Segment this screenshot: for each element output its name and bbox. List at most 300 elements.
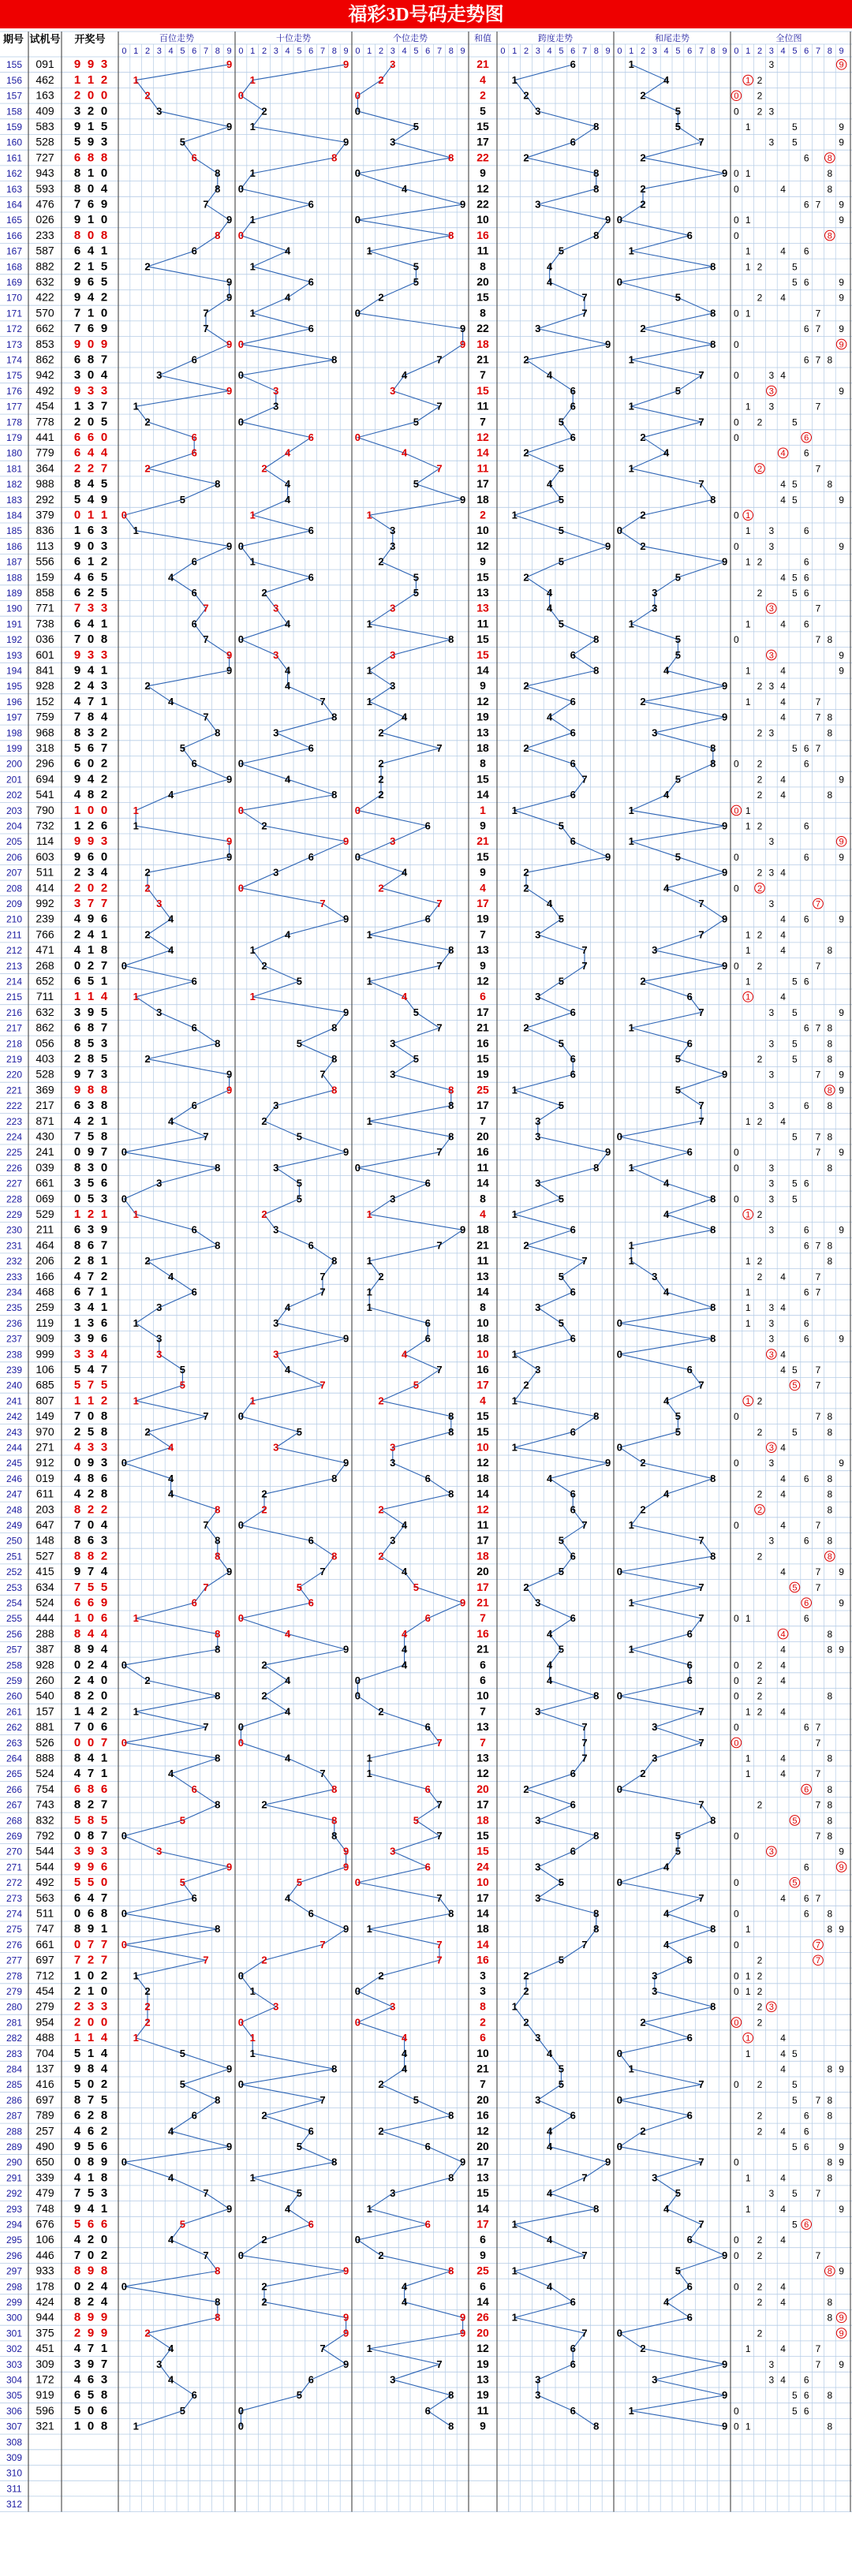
trend-mark-tail: 5	[674, 1410, 682, 1423]
issue-label: 212	[6, 945, 23, 957]
trend-mark-t: 2	[261, 819, 267, 832]
draw-digit: 1	[73, 524, 81, 538]
header-draw: 开奖号	[74, 33, 106, 45]
trend-mark-t: 4	[284, 664, 291, 677]
draw-digit: 7	[87, 1565, 95, 1579]
all-pos-digit: 5	[792, 121, 798, 133]
trend-mark-u: 5	[413, 1379, 420, 1391]
trend-mark-u: 1	[366, 975, 372, 987]
all-pos-digit: 0	[734, 2281, 739, 2293]
trend-mark-t: 3	[273, 866, 279, 879]
trend-mark-t: 1	[249, 260, 256, 273]
sum-value: 18	[476, 1471, 489, 1484]
issue-label: 306	[6, 2405, 23, 2417]
sum-value: 17	[476, 1798, 489, 1811]
sum-value: 14	[476, 2201, 489, 2215]
test-number: 738	[36, 617, 54, 630]
all-pos-digit: 6	[803, 2126, 809, 2137]
trend-mark-h: 2	[144, 1425, 151, 1438]
sum-value: 18	[476, 741, 489, 754]
draw-digit: 1	[87, 508, 95, 522]
trend-mark-u: 4	[401, 2295, 408, 2308]
trend-mark-span: 9	[604, 1457, 611, 1469]
draw-digit: 3	[87, 383, 95, 398]
issue-label: 245	[6, 1458, 23, 1469]
trend-mark-span: 7	[581, 959, 588, 972]
draw-digit: 8	[73, 1533, 81, 1547]
draw-digit: 2	[100, 1503, 108, 1517]
trend-mark-tail: 8	[710, 1550, 716, 1562]
issue-label: 283	[6, 2048, 23, 2059]
test-number: 943	[36, 166, 54, 180]
all-pos-digit: 2	[757, 2017, 763, 2029]
all-pos-digit: 9	[839, 851, 844, 863]
all-pos-digit: 1	[745, 1985, 751, 1997]
issue-label: 273	[6, 1892, 23, 1904]
sum-value: 21	[476, 1596, 489, 1609]
trend-mark-h: 0	[121, 2156, 128, 2168]
issue-label: 185	[6, 525, 23, 537]
test-number: 570	[36, 306, 54, 319]
trend-mark-tail: 1	[628, 804, 634, 816]
all-pos-digit: 1	[745, 1256, 751, 1267]
trend-mark-h: 8	[215, 229, 221, 241]
draw-digit: 5	[73, 2046, 81, 2060]
test-number: 069	[36, 1192, 54, 1205]
issue-label: 230	[6, 1224, 23, 1236]
trend-mark-tail: 0	[616, 1316, 623, 1329]
all-pos-digit: 4	[780, 1302, 786, 1314]
trend-mark-h: 2	[144, 2000, 151, 2013]
issue-label: 234	[6, 1286, 23, 1298]
issue-label: 235	[6, 1302, 23, 1314]
draw-digit: 5	[100, 259, 108, 274]
trend-mark-span: 1	[511, 1084, 518, 1096]
sum-value: 15	[476, 633, 489, 646]
all-pos-digit: 8	[827, 1783, 833, 1795]
all-pos-digit: 2	[757, 1674, 763, 1686]
trend-mark-u: 4	[401, 182, 408, 195]
trend-mark-h: 2	[144, 1255, 151, 1267]
issue-label: 299	[6, 2296, 23, 2308]
sum-value: 21	[476, 834, 489, 848]
issue-label: 169	[6, 276, 23, 288]
trend-mark-tail: 8	[710, 1332, 716, 1345]
trend-mark-h: 7	[203, 2187, 209, 2200]
draw-digit: 1	[100, 2342, 108, 2356]
sum-value: 15	[476, 648, 489, 661]
trend-mark-h: 6	[191, 353, 197, 366]
trend-mark-h: 6	[191, 1021, 197, 1034]
all-pos-digit: 3	[768, 136, 775, 148]
all-pos-digit: 0	[734, 758, 739, 770]
issue-label: 279	[6, 1985, 23, 1997]
sum-value: 17	[476, 1378, 489, 1391]
trend-mark-t: 4	[284, 1627, 291, 1640]
draw-digit: 9	[73, 663, 81, 678]
test-number: 152	[36, 694, 54, 707]
trend-mark-tail: 5	[674, 105, 682, 118]
all-pos-digit: 3	[768, 1193, 775, 1205]
trend-mark-tail: 9	[721, 2420, 728, 2432]
trend-mark-tail: 3	[652, 1270, 658, 1282]
draw-digit: 9	[73, 539, 81, 553]
draw-digit: 1	[87, 1984, 95, 1998]
test-number: 988	[36, 477, 54, 491]
trend-mark-u: 1	[366, 928, 372, 941]
draw-digit: 3	[87, 1347, 95, 1361]
digit-header: 6	[192, 47, 197, 56]
draw-digit: 2	[73, 461, 81, 476]
all-pos-repeat: 7	[815, 1956, 821, 1966]
all-pos-digit: 5	[792, 1364, 798, 1376]
trend-mark-t: 1	[249, 120, 256, 133]
trend-mark-tail: 1	[628, 2404, 634, 2417]
trend-mark-tail: 1	[628, 1255, 634, 1267]
draw-digit: 8	[100, 2264, 108, 2278]
test-number: 026	[36, 213, 54, 226]
trend-mark-tail: 7	[698, 1798, 704, 1811]
draw-digit: 5	[87, 2388, 95, 2402]
draw-digit: 7	[73, 2186, 81, 2201]
draw-digit: 9	[87, 1844, 95, 1858]
draw-digit: 7	[100, 958, 108, 973]
test-number: 632	[36, 274, 54, 288]
draw-digit: 9	[100, 2326, 108, 2340]
all-pos-digit: 4	[780, 1442, 786, 1454]
trend-mark-t: 1	[249, 2032, 256, 2044]
draw-digit: 0	[100, 803, 108, 817]
test-number: 446	[36, 2248, 54, 2261]
test-number: 919	[36, 2388, 54, 2402]
trend-mark-span: 7	[581, 291, 588, 304]
all-pos-digit: 7	[815, 1519, 821, 1531]
sum-value: 18	[476, 492, 489, 506]
trend-mark-span: 8	[593, 1689, 600, 1702]
trend-mark-u: 5	[413, 1006, 420, 1018]
all-pos-digit: 6	[803, 618, 809, 630]
trend-mark-u: 3	[390, 1534, 396, 1547]
trend-mark-u: 8	[448, 2109, 454, 2122]
all-pos-digit: 4	[780, 292, 786, 304]
draw-digit: 9	[73, 1565, 81, 1579]
trend-mark-h: 4	[167, 913, 174, 925]
test-number: 379	[36, 508, 54, 521]
sum-value: 6	[480, 1658, 486, 1671]
draw-digit: 5	[100, 1580, 108, 1594]
draw-digit: 7	[73, 306, 81, 320]
draw-digit: 9	[87, 834, 95, 849]
issue-label: 292	[6, 2188, 23, 2200]
issue-label: 294	[6, 2219, 23, 2231]
trend-mark-t: 4	[284, 1891, 291, 1904]
trend-mark-span: 5	[558, 1037, 565, 1050]
draw-digit: 6	[87, 849, 95, 864]
all-pos-digit: 2	[757, 929, 763, 941]
draw-digit: 8	[100, 943, 108, 958]
all-pos-digit: 6	[803, 2110, 809, 2122]
draw-digit: 4	[100, 710, 108, 724]
draw-digit: 6	[87, 2217, 95, 2231]
trend-mark-h: 1	[133, 1612, 139, 1625]
trend-mark-t: 0	[237, 633, 245, 646]
trend-mark-tail: 3	[652, 944, 658, 957]
trend-mark-span: 6	[570, 1488, 576, 1500]
test-number: 836	[36, 524, 54, 537]
draw-digit: 1	[100, 1922, 108, 1936]
all-pos-digit: 4	[780, 494, 786, 506]
all-pos-digit: 2	[757, 867, 763, 879]
sum-value: 6	[480, 990, 486, 1003]
all-pos-digit: 1	[745, 696, 751, 707]
all-pos-digit: 2	[757, 758, 763, 770]
trend-mark-u: 1	[366, 664, 372, 677]
trend-mark-t: 9	[342, 58, 349, 71]
trend-mark-span: 2	[523, 446, 529, 459]
trend-mark-t: 2	[261, 2295, 267, 2308]
digit-header: 0	[355, 47, 361, 56]
trend-mark-u: 1	[366, 1768, 372, 1780]
trend-mark-u: 4	[401, 1643, 408, 1656]
test-number: 444	[36, 1611, 54, 1625]
draw-digit: 0	[73, 508, 81, 522]
all-pos-digit: 6	[803, 976, 809, 987]
trend-mark-h: 5	[179, 2218, 186, 2231]
trend-mark-u: 8	[448, 1410, 454, 1423]
sum-value: 15	[476, 1844, 489, 1857]
draw-digit: 9	[73, 849, 81, 864]
trend-mark-span: 5	[558, 618, 565, 630]
trend-mark-tail: 6	[686, 2280, 693, 2293]
all-pos-digit: 2	[757, 261, 763, 273]
issue-label: 267	[6, 1799, 23, 1811]
all-pos-digit: 2	[757, 1271, 763, 1282]
draw-digit: 2	[73, 259, 81, 274]
draw-digit: 9	[87, 2326, 95, 2340]
trend-mark-span: 2	[523, 882, 529, 894]
sum-value: 17	[476, 1099, 489, 1112]
sum-value: 8	[480, 306, 486, 319]
trend-mark-span: 3	[535, 1301, 541, 1314]
all-pos-digit: 2	[757, 790, 763, 801]
draw-digit: 7	[87, 694, 95, 708]
trend-mark-t: 0	[237, 338, 245, 350]
trend-mark-t: 2	[261, 1798, 267, 1811]
issue-label: 311	[6, 2483, 22, 2495]
all-pos-digit: 8	[827, 1644, 833, 1656]
test-number: 541	[36, 788, 54, 801]
trend-mark-t: 6	[308, 1534, 314, 1547]
trend-mark-tail: 4	[663, 2295, 670, 2308]
trend-mark-u: 1	[366, 1301, 372, 1314]
trend-mark-t: 6	[308, 1596, 314, 1609]
trend-mark-h: 2	[144, 1674, 151, 1686]
draw-digit: 6	[87, 1533, 95, 1547]
draw-digit: 4	[87, 2201, 95, 2216]
test-number: 233	[36, 228, 54, 241]
draw-digit: 0	[87, 181, 95, 196]
all-pos-digit: 9	[839, 1333, 844, 1345]
all-pos-digit: 4	[780, 2063, 786, 2075]
trend-mark-span: 5	[558, 1954, 565, 1966]
all-pos-digit: 2	[757, 416, 763, 428]
trend-mark-h: 8	[215, 2295, 221, 2308]
all-pos-digit: 2	[757, 106, 763, 118]
trend-mark-t: 7	[320, 1286, 326, 1298]
trend-mark-tail: 8	[710, 2000, 716, 2013]
trend-mark-span: 2	[523, 1239, 529, 1252]
test-number: 424	[36, 2294, 54, 2308]
trend-mark-u: 6	[424, 2218, 431, 2231]
trend-mark-t: 0	[237, 1518, 245, 1531]
trend-mark-tail: 9	[721, 1068, 728, 1081]
trend-mark-h: 3	[156, 1006, 163, 1018]
sum-value: 20	[476, 274, 489, 288]
issue-label: 280	[6, 2001, 23, 2013]
test-number: 422	[36, 290, 54, 304]
trend-mark-tail: 3	[652, 2171, 658, 2184]
trend-mark-tail: 7	[698, 1006, 704, 1018]
draw-digit: 7	[73, 1580, 81, 1594]
issue-label: 162	[6, 168, 23, 180]
draw-digit: 6	[100, 1782, 108, 1796]
all-pos-repeat: 3	[768, 1350, 774, 1360]
test-number: 634	[36, 1580, 54, 1593]
trend-mark-h: 9	[226, 2063, 233, 2075]
sum-value: 16	[476, 1626, 489, 1640]
all-pos-digit: 8	[827, 2094, 833, 2106]
trend-mark-u: 7	[436, 1021, 443, 1034]
issue-label: 232	[6, 1256, 23, 1267]
issue-label: 183	[6, 494, 23, 506]
trend-mark-t: 3	[273, 2000, 279, 2013]
issue-label: 199	[6, 742, 23, 754]
draw-digit: 4	[100, 1642, 108, 1656]
sum-value: 11	[476, 1518, 489, 1531]
trend-mark-t: 0	[237, 882, 245, 894]
trend-mark-u: 0	[354, 307, 361, 319]
trend-mark-tail: 2	[640, 695, 646, 707]
sum-value: 18	[476, 1813, 489, 1827]
test-number: 853	[36, 337, 54, 350]
test-number: 375	[36, 2326, 54, 2339]
draw-digit: 6	[100, 2217, 108, 2231]
sum-value: 16	[476, 2108, 489, 2122]
trend-mark-t: 5	[296, 2187, 303, 2200]
sum-value: 17	[476, 2155, 489, 2168]
draw-digit: 4	[100, 2031, 108, 2045]
trend-mark-h: 1	[133, 1394, 139, 1407]
trend-mark-u: 6	[424, 1177, 431, 1189]
issue-label: 182	[6, 479, 23, 491]
all-pos-digit: 1	[745, 401, 751, 413]
draw-digit: 5	[87, 1036, 95, 1051]
trend-mark-tail: 9	[721, 680, 728, 693]
all-pos-digit: 1	[745, 1286, 751, 1298]
all-pos-digit: 9	[839, 1458, 844, 1469]
draw-digit: 4	[87, 1626, 95, 1641]
trend-mark-u: 8	[448, 2420, 454, 2432]
draw-digit: 5	[73, 1876, 81, 1890]
issue-label: 248	[6, 1504, 23, 1516]
all-pos-digit: 1	[745, 308, 751, 319]
trend-mark-span: 8	[593, 2202, 600, 2215]
sum-value: 12	[476, 974, 489, 987]
draw-digit: 4	[87, 446, 95, 460]
digit-header: 7	[203, 47, 209, 56]
all-pos-digit: 8	[827, 2421, 833, 2432]
trend-mark-tail: 4	[663, 1938, 670, 1951]
trend-mark-u: 0	[354, 1161, 361, 1174]
all-pos-digit: 8	[827, 2063, 833, 2075]
trend-mark-h: 6	[191, 586, 197, 599]
trend-mark-tail: 8	[710, 260, 716, 273]
draw-digit: 7	[100, 1021, 108, 1035]
draw-digit: 6	[73, 2388, 81, 2402]
trend-mark-tail: 0	[616, 1441, 623, 1454]
all-pos-digit: 4	[780, 1271, 786, 1282]
trend-mark-span: 5	[558, 2078, 565, 2091]
issue-label: 258	[6, 1659, 23, 1671]
draw-digit: 1	[100, 617, 108, 631]
trend-mark-u: 2	[378, 555, 384, 568]
draw-digit: 8	[73, 1160, 81, 1174]
draw-digit: 6	[73, 1099, 81, 1113]
issue-label: 229	[6, 1208, 23, 1220]
all-pos-repeat: 9	[839, 1862, 844, 1872]
trend-mark-u: 2	[378, 1394, 384, 1407]
draw-digit: 5	[73, 2403, 81, 2417]
trend-mark-t: 8	[331, 2156, 338, 2168]
all-pos-digit: 8	[827, 1690, 833, 1702]
trend-mark-tail: 1	[628, 245, 634, 257]
trend-mark-t: 6	[308, 275, 314, 288]
draw-digit: 8	[73, 2264, 81, 2278]
draw-digit: 2	[73, 1984, 81, 1998]
draw-digit: 2	[73, 928, 81, 942]
trend-mark-t: 3	[273, 384, 279, 397]
trend-mark-u: 5	[413, 478, 420, 491]
draw-digit: 8	[73, 2093, 81, 2107]
all-pos-digit: 7	[815, 2358, 821, 2370]
sum-value: 15	[476, 1828, 489, 1842]
draw-digit: 4	[87, 1673, 95, 1687]
trend-mark-u: 7	[436, 1798, 443, 1811]
issue-label: 276	[6, 1939, 23, 1951]
sum-value: 21	[476, 2062, 489, 2075]
trend-mark-t: 0	[237, 1612, 245, 1625]
trend-mark-tail: 8	[710, 493, 716, 506]
test-number: 163	[36, 88, 54, 102]
all-pos-repeat: 3	[768, 1847, 774, 1857]
all-pos-digit: 8	[827, 1488, 833, 1500]
all-pos-digit: 7	[815, 199, 821, 211]
trend-mark-u: 6	[424, 819, 431, 832]
trend-mark-span: 5	[558, 1099, 565, 1112]
trend-mark-t: 1	[249, 2171, 256, 2184]
all-pos-digit: 7	[815, 1581, 821, 1593]
trend-mark-span: 6	[570, 384, 576, 397]
issue-label: 287	[6, 2110, 23, 2122]
digit-header: 7	[436, 47, 443, 56]
all-pos-digit: 3	[768, 867, 775, 879]
all-pos-digit: 5	[792, 1131, 798, 1143]
trend-mark-span: 8	[593, 1410, 600, 1423]
all-pos-digit: 4	[780, 2281, 786, 2293]
trend-mark-h: 6	[191, 1099, 197, 1112]
all-pos-digit: 1	[745, 1970, 751, 1982]
draw-digit: 2	[73, 881, 81, 895]
